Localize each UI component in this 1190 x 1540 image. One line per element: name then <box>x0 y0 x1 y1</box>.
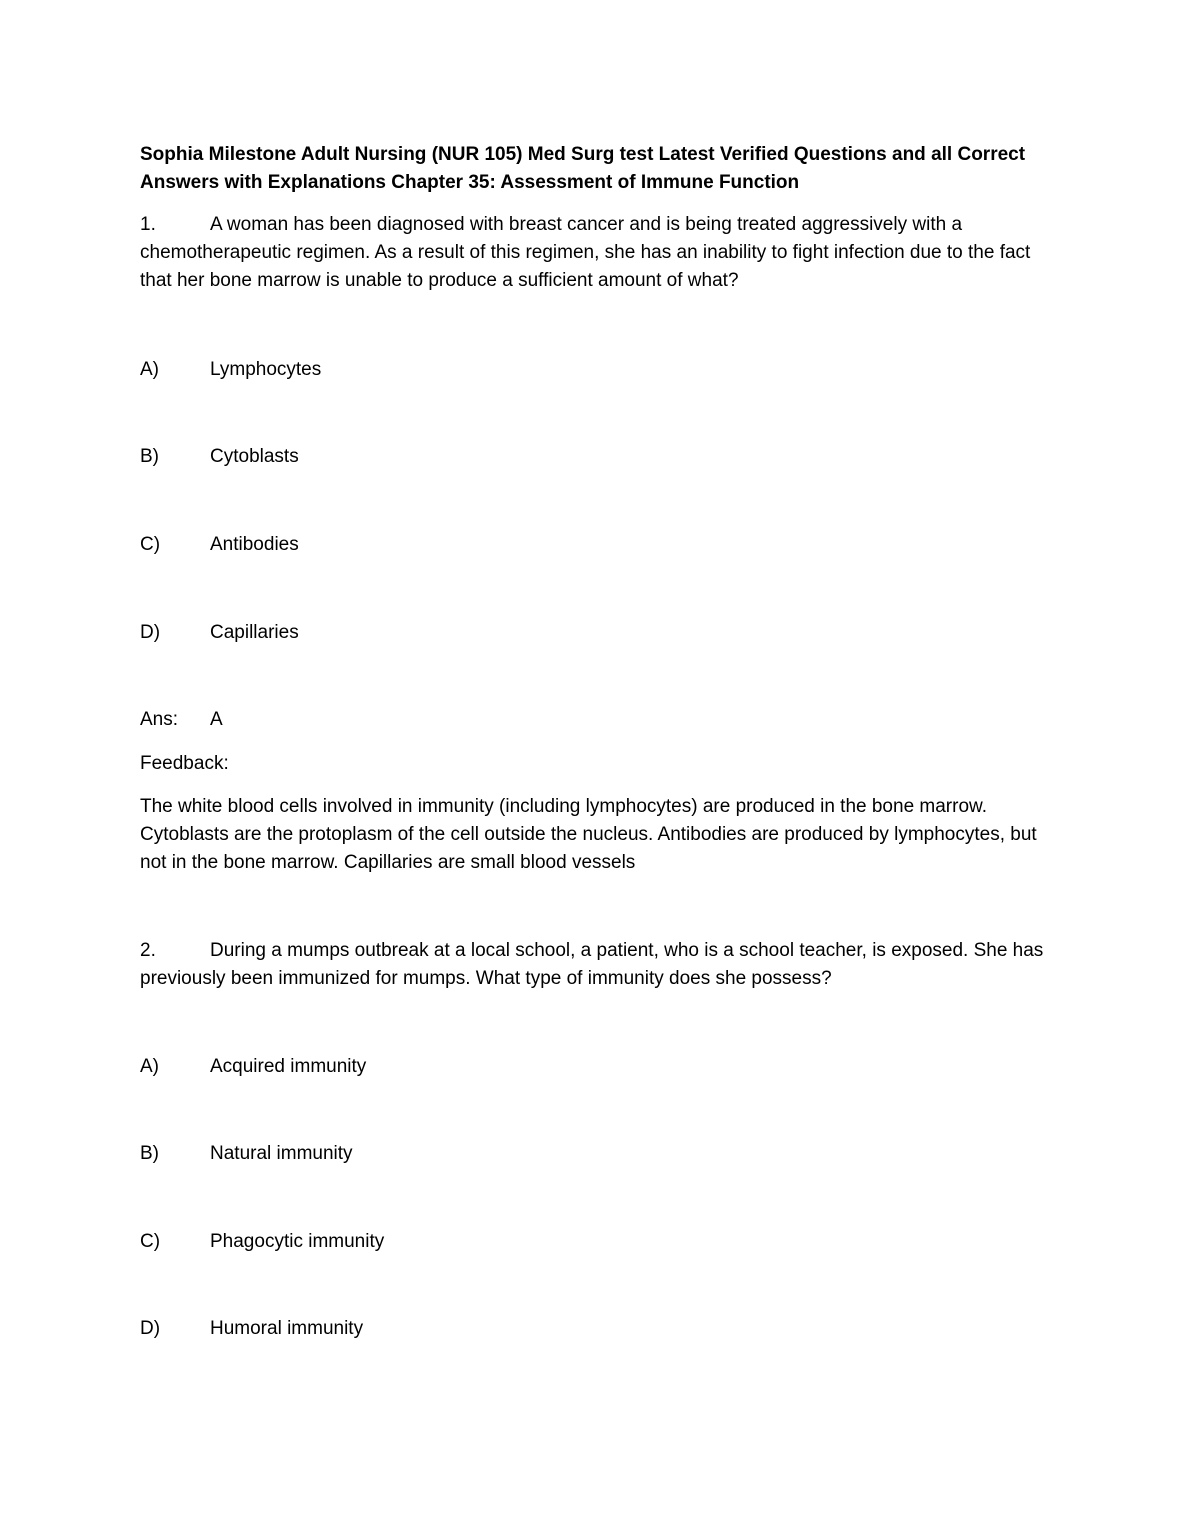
document-title: Sophia Milestone Adult Nursing (NUR 105) Med Surg test Latest Verified Questions and all Correct Answers with Explanations Chapter 35: Assessment of Immune Function <box>140 144 1026 193</box>
option-text: Humoral immunity <box>210 1318 364 1339</box>
option-text: Cytoblasts <box>210 446 299 467</box>
option-text: Lymphocytes <box>210 359 322 380</box>
feedback-text: The white blood cells involved in immunity (including lymphocytes) are produced in the bone marrow. Cytoblasts are the protoplasm of the cell outside the nucleus. Antibodies are produced by lymphocytes, but not in the bone marrow. Capillaries are small blood vessels <box>140 796 1037 873</box>
option-text: Phagocytic immunity <box>210 1231 385 1252</box>
option-text: Acquired immunity <box>210 1056 367 1077</box>
option-text: Natural immunity <box>210 1143 353 1164</box>
question-number: 1. <box>140 214 156 235</box>
option-letter: D) <box>140 1318 161 1339</box>
question-number: 2. <box>140 940 156 961</box>
question-text: During a mumps outbreak at a local school, a patient, who is a school teacher, is exposed. She has previously been immunized for mumps. What type of immunity does she possess? <box>140 940 1044 989</box>
option-letter: C) <box>140 1231 161 1252</box>
option-text: Antibodies <box>210 534 299 555</box>
answer-value: A <box>210 709 223 730</box>
answer-label: Ans: <box>140 709 179 730</box>
option-letter: C) <box>140 534 161 555</box>
question-2 <box>140 937 1045 993</box>
option-letter: A) <box>140 1056 159 1077</box>
question-text: A woman has been diagnosed with breast cancer and is being treated aggressively with a chemotherapeutic regimen. As a result of this regimen, she has an inability to fight infection due to the fact that her bone marrow is unable to produce a sufficient amount of what? <box>140 214 1031 291</box>
option-letter: A) <box>140 359 159 380</box>
feedback-label: Feedback: <box>140 753 229 774</box>
option-text: Capillaries <box>210 622 299 643</box>
question-1 <box>140 211 1045 295</box>
option-letter: D) <box>140 622 161 643</box>
option-letter: B) <box>140 1143 159 1164</box>
option-letter: B) <box>140 446 159 467</box>
